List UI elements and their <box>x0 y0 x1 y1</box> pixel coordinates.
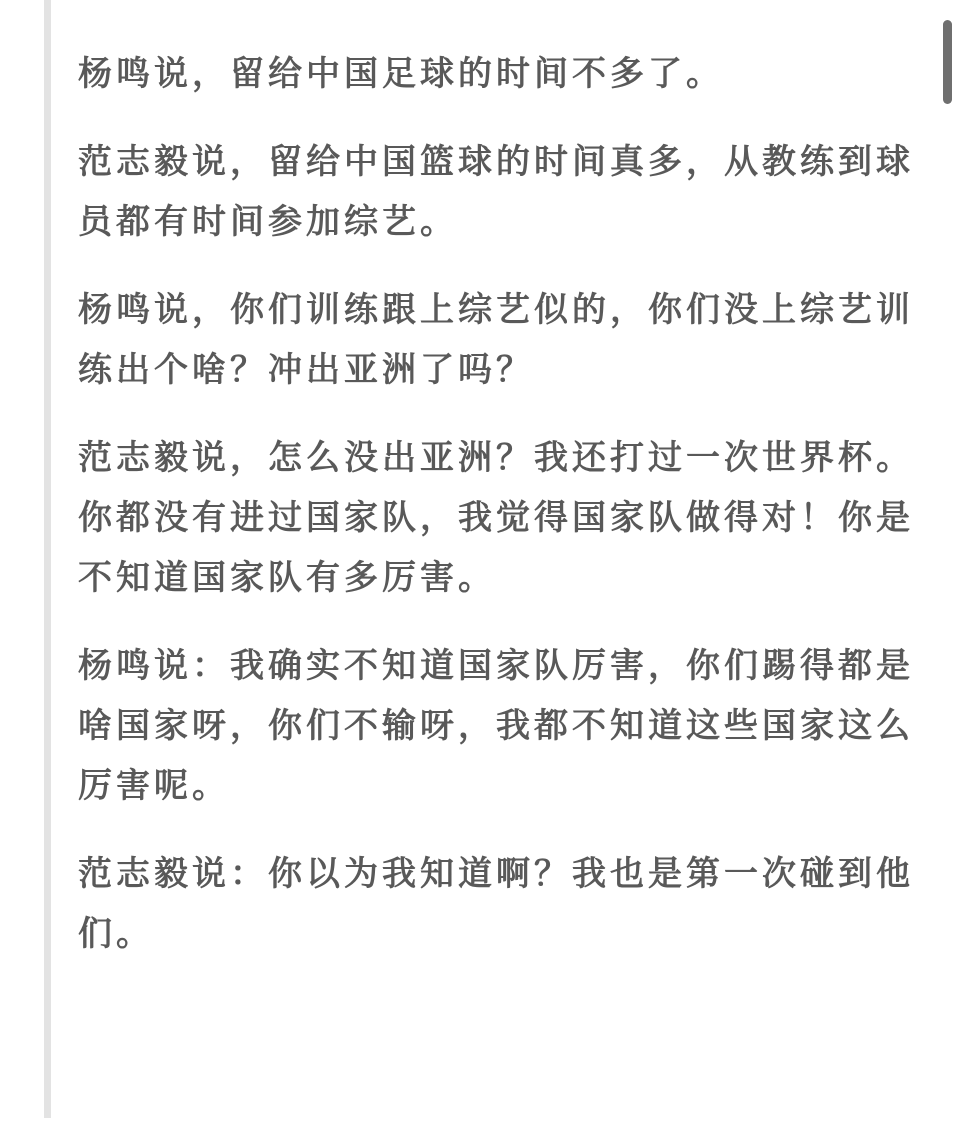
paragraph-2: 范志毅说，留给中国篮球的时间真多，从教练到球员都有时间参加综艺。 <box>78 142 914 242</box>
paragraph-4: 范志毅说，怎么没出亚洲？我还打过一次世界杯。你都没有进过国家队，我觉得国家队做得对！你是不知道国家队有多厉害。 <box>78 438 914 598</box>
paragraph-3: 杨鸣说，你们训练跟上综艺似的，你们没上综艺训练出个啥？冲出亚洲了吗？ <box>78 290 914 390</box>
paragraph-5: 杨鸣说：我确实不知道国家队厉害，你们踢得都是啥国家呀，你们不输呀，我都不知道这些国家这么厉害呢。 <box>78 646 914 806</box>
article-body <box>78 44 918 992</box>
vertical-scrollbar[interactable] <box>938 0 960 1139</box>
quote-left-rule <box>44 0 51 1118</box>
paragraph-6: 范志毅说：你以为我知道啊？我也是第一次碰到他们。 <box>78 854 914 954</box>
scrollbar-thumb[interactable] <box>943 20 952 104</box>
paragraph-1: 杨鸣说，留给中国足球的时间不多了。 <box>78 54 724 94</box>
